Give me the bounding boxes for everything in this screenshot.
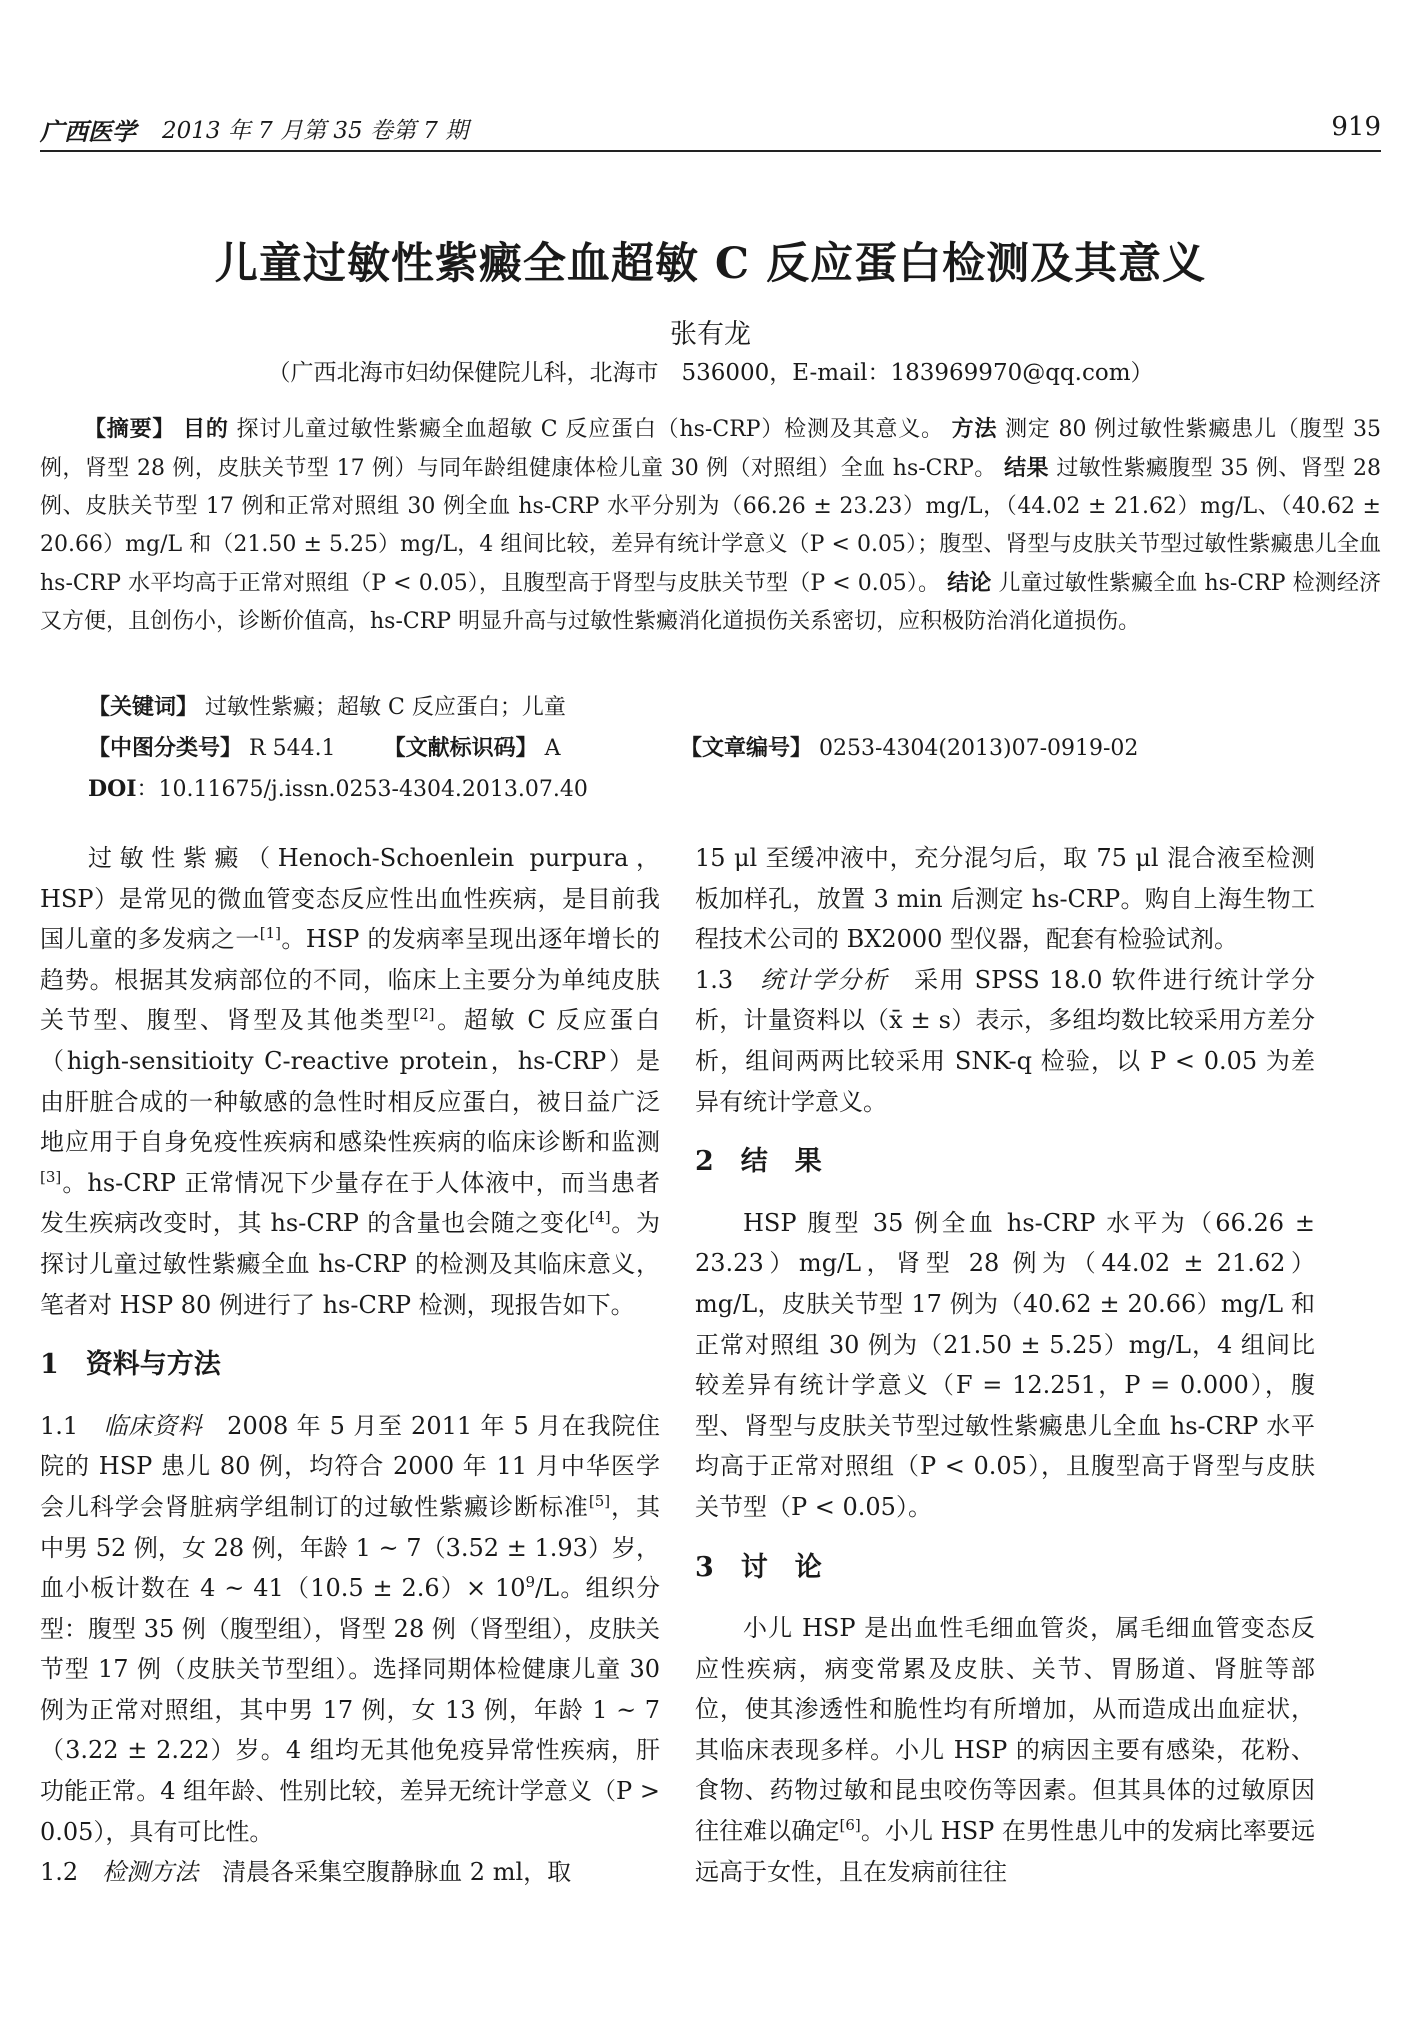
subsection-1-1-text-b: ，其中男 52 例，女 28 例，年龄 1 ~ 7（3.52 ± 1.93）岁，血小板计数在 4 ~ 41（10.5 ± 2.6）× 10 xyxy=(40,1492,661,1603)
intro-text-2: 。HSP 的发病率呈现出逐年增长的趋势。根据其发病部位的不同，临床上主要分为单纯皮肤关节型、腹型、肾型及其他类型 xyxy=(40,925,661,1035)
subsection-1-1-text-c: /L。组织分型：腹型 35 例（腹型组），肾型 28 例（肾型组），皮肤关节型 17 例（皮肤关节型组）。选择同期体检健康儿童 30 例为正常对照组，其中男 17 例，女 13 例，年龄 1 ~ 7（3.22 ± 2.22）岁。4 组均无其他免疫异常性疾病，肝功能正常。4 组年龄、性别比较，差异无统计学意义（P > 0.05），具有可比性。 xyxy=(40,1574,660,1846)
conclusion-label: 结论 xyxy=(947,570,992,596)
section-3-heading: 3 讨 论 xyxy=(695,1551,822,1583)
results-text: 过敏性紫癜腹型 35 例、肾型 28 例、皮肤关节型 17 例和正常对照组 30 例全血 hs-CRP 水平分别为（66.26 ± 23.23）mg/L，（44.02 ± 21.62）mg/L、（40.62 ± 20.66）mg/L 和（21.50 ± 5.25）mg/L，4 组间比较，差异有统计学意义（P < 0.05）；腹型、肾型与皮肤关节型过敏性紫癜患儿全血 hs-CRP 水平均高于正常对照组（P < 0.05），且腹型高于肾型与皮肤关节型（P < 0.05）。 xyxy=(40,456,1382,596)
objective-text: 探讨儿童过敏性紫癜全血超敏 C 反应蛋白（hs-CRP）检测及其意义。 xyxy=(236,417,944,442)
subsection-1-2 xyxy=(40,1852,660,1893)
article-number-value: 0253-4304(2013)07-0919-02 xyxy=(819,736,1139,761)
right-column xyxy=(695,838,1315,1892)
subsection-1-1-number: 1.1 xyxy=(40,1411,104,1440)
citation-5: [5] xyxy=(588,1491,611,1510)
citation-2: [2] xyxy=(413,1005,435,1024)
discussion-text-b: 。小儿 HSP 在男性患儿中的发病比率要远远高于女性，且在发病前往往 xyxy=(695,1817,1316,1886)
section-2-heading: 2 结 果 xyxy=(695,1146,822,1178)
citation-1: [1] xyxy=(259,924,282,943)
doi-line xyxy=(88,772,588,803)
results-paragraph: HSP 腹型 35 例全血 hs-CRP 水平为（66.26 ± 23.23）mg/L，肾型 28 例为（44.02 ± 21.62）mg/L，皮肤关节型 17 例为（40.62 ± 20.66）mg/L 和正常对照组 30 例为（21.50 ± 5.25）mg/L，4 组间比较差异有统计学意义（F = 12.251，P = 0.000），腹型、肾型与皮肤关节型过敏性紫癜患儿全血 hs-CRP 水平均高于正常对照组（P < 0.05），且腹型高于肾型与皮肤关节型（P < 0.05）。 xyxy=(695,1208,1315,1521)
methods-label: 方法 xyxy=(951,416,998,442)
citation-3: [3] xyxy=(40,1167,62,1186)
keywords-label: 【关键词】 xyxy=(88,694,199,720)
intro-paragraph xyxy=(40,838,660,1325)
subsection-1-1 xyxy=(40,1406,660,1853)
journal-name: 广西医学 xyxy=(40,117,136,146)
header-rule xyxy=(40,150,1381,152)
doc-code-label: 【文献标识码】 xyxy=(383,735,538,761)
classification-label: 【中图分类号】 xyxy=(88,735,243,761)
keywords-line xyxy=(88,690,566,721)
discussion-paragraph xyxy=(695,1608,1315,1892)
subsection-1-2-number: 1.2 xyxy=(40,1858,103,1887)
subsection-1-3 xyxy=(695,960,1315,1122)
citation-6: [6] xyxy=(839,1816,861,1835)
classification-value: R 544.1 xyxy=(249,736,336,761)
subsection-1-3-text: 采用 SPSS 18.0 软件进行统计学分析，计量资料以（x̄ ± s）表示，多组均数比较采用方差分析，组间两两比较采用 SNK-q 检验，以 P < 0.05 为差异有统计学意义。 xyxy=(695,965,1316,1116)
citation-4: [4] xyxy=(589,1208,611,1227)
results-label: 结果 xyxy=(1004,455,1049,481)
intro-text-5: 。为探讨儿童过敏性紫癜全血 hs-CRP 的检测及其临床意义，笔者对 HSP 80 例进行了 hs-CRP 检测，现报告如下。 xyxy=(40,1209,660,1319)
intro-text-4: 。hs-CRP 正常情况下少量存在于人体液中，而当患者发生疾病改变时，其 hs-CRP 的含量也会随之变化 xyxy=(40,1168,660,1238)
abstract xyxy=(40,410,1381,641)
author-affiliation: （广西北海市妇幼保健院儿科，北海市 536000，E-mail：183969970@qq.com） xyxy=(267,360,1154,386)
objective-label: 目的 xyxy=(183,416,229,442)
keywords-value: 过敏性紫癜；超敏 C 反应蛋白；儿童 xyxy=(205,695,566,720)
running-header xyxy=(40,112,1381,148)
section-1-heading: 1 资料与方法 xyxy=(40,1349,221,1381)
issue-info: 2013 年 7 月第 35 卷第 7 期 xyxy=(162,118,469,144)
exponent-9: 9 xyxy=(525,1573,536,1592)
discussion-text-a: 小儿 HSP 是出血性毛细血管炎，属毛细血管变态反应性疾病，病变常累及皮肤、关节、胃肠道、肾脏等部位，使其渗透性和脆性均有所增加，从而造成出血症状，其临床表现多样。小儿 HSP 的病因主要有感染，花粉、食物、药物过敏和昆虫咬伤等因素。但其具体的过敏原因往往难以确定 xyxy=(695,1614,1315,1846)
subsection-1-3-number: 1.3 xyxy=(695,965,761,994)
intro-text-1: 过敏性紫癜（Henoch-Schoenlein purpura，HSP）是常见的微血管变态反应性出血性疾病，是目前我国儿童的多发病之一 xyxy=(40,844,660,954)
author-name: 张有龙 xyxy=(670,319,751,350)
article-number-line xyxy=(680,731,1138,762)
doc-code-value: A xyxy=(544,736,561,761)
intro-text-3: 。超敏 C 反应蛋白（high-sensitioity C-reactive protein，hs-CRP）是由肝脏合成的一种敏感的急性时相反应蛋白，被日益广泛地应用于自身免疫性疾病和感染性疾病的临床诊断和监测 xyxy=(40,1006,661,1157)
doi-label: DOI xyxy=(88,776,137,802)
left-column xyxy=(40,838,660,1893)
article-number-label: 【文章编号】 xyxy=(680,735,813,761)
conclusion-text: 儿童过敏性紫癜全血 hs-CRP 检测经济又方便，且创伤小，诊断价值高，hs-CRP 明显升高与过敏性紫癜消化道损伤关系密切，应积极防治消化道损伤。 xyxy=(40,571,1381,634)
subsection-1-2-title: 检测方法 xyxy=(102,1858,199,1887)
classification-line xyxy=(88,731,560,762)
article-title: 儿童过敏性紫癜全血超敏 C 反应蛋白检测及其意义 xyxy=(214,239,1207,289)
subsection-1-2-continued: 15 μl 至缓冲液中，充分混匀后，取 75 μl 混合液至检测板加样孔，放置 3 min 后测定 hs-CRP。购自上海生物工程技术公司的 BX2000 型仪器，配套有检验试剂。 xyxy=(695,844,1315,954)
abstract-paragraph xyxy=(40,410,1381,641)
abstract-label: 【摘要】 xyxy=(84,416,176,442)
subsection-1-1-title: 临床资料 xyxy=(103,1411,203,1440)
subsection-1-2-text-a: 清晨各采集空腹静脉血 2 ml，取 xyxy=(198,1858,572,1887)
subsection-1-3-title: 统计学分析 xyxy=(760,965,889,994)
subsection-1-1-text-a: 2008 年 5 月至 2011 年 5 月在我院住院的 HSP 患儿 80 例，均符合 2000 年 11 月中华医学会儿科学会肾脏病学组制订的过敏性紫癜诊断标准 xyxy=(40,1411,660,1521)
doi-value: ：10.11675/j.issn.0253-4304.2013.07.40 xyxy=(136,777,588,802)
methods-text: 测定 80 例过敏性紫癜患儿（腹型 35 例，肾型 28 例，皮肤关节型 17 例）与同年龄组健康体检儿童 30 例（对照组）全血 hs-CRP。 xyxy=(40,417,1381,481)
page-number: 919 xyxy=(1331,112,1381,142)
